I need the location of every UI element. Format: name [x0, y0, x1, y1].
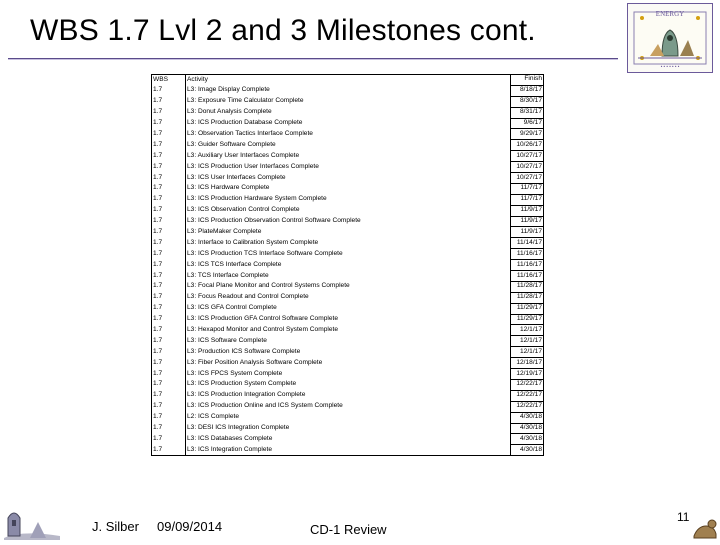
- cell-finish: 12/19/17: [511, 369, 544, 380]
- cell-wbs: 1.7: [152, 238, 186, 249]
- cell-activity: L3: TCS Interface Complete: [186, 271, 511, 282]
- cell-wbs: 1.7: [152, 249, 186, 260]
- cell-activity: L3: ICS Production Integration Complete: [186, 390, 511, 401]
- table-row: [152, 85, 544, 96]
- cell-wbs: 1.7: [152, 347, 186, 358]
- cell-finish: 11/28/17: [511, 281, 544, 292]
- cell-activity: L3: ICS GFA Control Complete: [186, 303, 511, 314]
- cell-wbs: 1.7: [152, 140, 186, 151]
- cell-finish: 11/7/17: [511, 183, 544, 194]
- table-row: [152, 118, 544, 129]
- cell-activity: L3: PlateMaker Complete: [186, 227, 511, 238]
- cell-activity: L3: ICS Production User Interfaces Complete: [186, 162, 511, 173]
- cell-wbs: 1.7: [152, 216, 186, 227]
- footer-author: J. Silber: [92, 519, 139, 534]
- cell-activity: L3: Hexapod Monitor and Control System Complete: [186, 325, 511, 336]
- cell-activity: L3: DESI ICS Integration Complete: [186, 423, 511, 434]
- cell-finish: 8/30/17: [511, 96, 544, 107]
- cell-finish: 10/27/17: [511, 162, 544, 173]
- table-row: [152, 260, 544, 271]
- table-row: [152, 445, 544, 456]
- cell-activity: L3: Auxiliary User Interfaces Complete: [186, 151, 511, 162]
- table-row: [152, 238, 544, 249]
- cell-wbs: 1.7: [152, 434, 186, 445]
- table-row: [152, 140, 544, 151]
- logo-text: ENERGY: [655, 10, 685, 18]
- slide-title: WBS 1.7 Lvl 2 and 3 Milestones cont.: [30, 14, 536, 47]
- cell-activity: L3: ICS Production Online and ICS System Complete: [186, 401, 511, 412]
- footer-review: CD-1 Review: [310, 522, 387, 537]
- cell-activity: L3: ICS TCS Interface Complete: [186, 260, 511, 271]
- table-row: [152, 271, 544, 282]
- table-row: [152, 162, 544, 173]
- table-row: [152, 281, 544, 292]
- title-divider: [8, 58, 618, 59]
- cell-finish: 11/7/17: [511, 194, 544, 205]
- dog-decoration-icon: [690, 514, 720, 540]
- table-row: [152, 379, 544, 390]
- cell-finish: 10/27/17: [511, 173, 544, 184]
- table-row: [152, 183, 544, 194]
- cell-activity: L3: Interface to Calibration System Complete: [186, 238, 511, 249]
- table-row: [152, 96, 544, 107]
- cell-finish: 11/9/17: [511, 216, 544, 227]
- cell-finish: 12/1/17: [511, 336, 544, 347]
- cell-wbs: 1.7: [152, 271, 186, 282]
- table-row: [152, 303, 544, 314]
- cell-finish: 11/14/17: [511, 238, 544, 249]
- cell-activity: L3: Fiber Position Analysis Software Complete: [186, 358, 511, 369]
- cell-finish: 11/16/17: [511, 249, 544, 260]
- cell-activity: L3: Exposure Time Calculator Complete: [186, 96, 511, 107]
- table-row: [152, 216, 544, 227]
- cell-activity: L3: ICS FPCS System Complete: [186, 369, 511, 380]
- header-activity: Activity: [186, 75, 511, 86]
- table-row: [152, 151, 544, 162]
- cell-wbs: 1.7: [152, 183, 186, 194]
- cell-wbs: 1.7: [152, 118, 186, 129]
- cell-wbs: 1.7: [152, 292, 186, 303]
- cell-finish: 11/28/17: [511, 292, 544, 303]
- cell-wbs: 1.7: [152, 412, 186, 423]
- cell-wbs: 1.7: [152, 423, 186, 434]
- svg-text:• • • • • • •: • • • • • • •: [660, 64, 680, 69]
- table-row: [152, 401, 544, 412]
- cell-finish: 11/29/17: [511, 303, 544, 314]
- cell-wbs: 1.7: [152, 173, 186, 184]
- cell-finish: 12/18/17: [511, 358, 544, 369]
- table-row: [152, 423, 544, 434]
- cell-finish: 12/1/17: [511, 325, 544, 336]
- cell-wbs: 1.7: [152, 205, 186, 216]
- table-row: [152, 314, 544, 325]
- milestones-table: [151, 74, 544, 456]
- cell-activity: L3: Production ICS Software Complete: [186, 347, 511, 358]
- table-row: [152, 412, 544, 423]
- cell-finish: 12/22/17: [511, 401, 544, 412]
- cell-activity: L3: ICS User Interfaces Complete: [186, 173, 511, 184]
- header-wbs: WBS: [152, 75, 186, 86]
- cell-activity: L3: Donut Analysis Complete: [186, 107, 511, 118]
- cell-wbs: 1.7: [152, 379, 186, 390]
- cell-wbs: 1.7: [152, 314, 186, 325]
- cell-activity: L3: Observation Tactics Interface Complete: [186, 129, 511, 140]
- cell-wbs: 1.7: [152, 336, 186, 347]
- cell-wbs: 1.7: [152, 445, 186, 456]
- cell-activity: L3: Focal Plane Monitor and Control Systems Complete: [186, 281, 511, 292]
- cell-wbs: 1.7: [152, 358, 186, 369]
- cell-activity: L3: ICS Observation Control Complete: [186, 205, 511, 216]
- cell-activity: L3: Focus Readout and Control Complete: [186, 292, 511, 303]
- cell-wbs: 1.7: [152, 107, 186, 118]
- cell-activity: L3: ICS Production System Complete: [186, 379, 511, 390]
- cell-activity: L3: ICS Hardware Complete: [186, 183, 511, 194]
- cell-activity: L3: ICS Production GFA Control Software Complete: [186, 314, 511, 325]
- cell-wbs: 1.7: [152, 390, 186, 401]
- table-row: [152, 227, 544, 238]
- cell-wbs: 1.7: [152, 401, 186, 412]
- cell-wbs: 1.7: [152, 96, 186, 107]
- cell-finish: 9/29/17: [511, 129, 544, 140]
- table-row: [152, 107, 544, 118]
- table-row: [152, 336, 544, 347]
- energy-logo-icon: [627, 3, 713, 73]
- header-finish: Finish: [511, 75, 544, 86]
- table-row: [152, 369, 544, 380]
- cell-activity: L3: Guider Software Complete: [186, 140, 511, 151]
- cell-finish: 12/22/17: [511, 379, 544, 390]
- cell-finish: 12/1/17: [511, 347, 544, 358]
- cell-activity: L3: ICS Integration Complete: [186, 445, 511, 456]
- page-number: 11: [677, 510, 690, 524]
- cell-activity: L3: ICS Databases Complete: [186, 434, 511, 445]
- table-row: [152, 347, 544, 358]
- cell-wbs: 1.7: [152, 303, 186, 314]
- cell-wbs: 1.7: [152, 129, 186, 140]
- cell-activity: L3: Image Display Complete: [186, 85, 511, 96]
- cell-finish: 4/30/18: [511, 423, 544, 434]
- cell-finish: 11/16/17: [511, 271, 544, 282]
- cell-wbs: 1.7: [152, 151, 186, 162]
- cell-activity: L3: ICS Software Complete: [186, 336, 511, 347]
- observatory-decoration-icon: [2, 500, 62, 540]
- cell-finish: 12/22/17: [511, 390, 544, 401]
- cell-finish: 9/6/17: [511, 118, 544, 129]
- table-row: [152, 325, 544, 336]
- cell-activity: L3: ICS Production TCS Interface Software Complete: [186, 249, 511, 260]
- cell-finish: 11/16/17: [511, 260, 544, 271]
- cell-wbs: 1.7: [152, 325, 186, 336]
- cell-finish: 11/29/17: [511, 314, 544, 325]
- cell-activity: L2: ICS Complete: [186, 412, 511, 423]
- table-row: [152, 390, 544, 401]
- cell-wbs: 1.7: [152, 281, 186, 292]
- cell-finish: 4/30/18: [511, 434, 544, 445]
- cell-finish: 10/27/17: [511, 151, 544, 162]
- cell-wbs: 1.7: [152, 85, 186, 96]
- cell-activity: L3: ICS Production Database Complete: [186, 118, 511, 129]
- cell-wbs: 1.7: [152, 260, 186, 271]
- table-header-row: [152, 75, 544, 86]
- cell-wbs: 1.7: [152, 227, 186, 238]
- cell-finish: 11/9/17: [511, 227, 544, 238]
- table-row: [152, 434, 544, 445]
- cell-wbs: 1.7: [152, 369, 186, 380]
- cell-wbs: 1.7: [152, 162, 186, 173]
- table-row: [152, 173, 544, 184]
- cell-finish: 11/9/17: [511, 205, 544, 216]
- cell-finish: 8/18/17: [511, 85, 544, 96]
- milestones-table-body: [152, 85, 544, 455]
- cell-finish: 10/26/17: [511, 140, 544, 151]
- table-row: [152, 194, 544, 205]
- footer-date: 09/09/2014: [157, 519, 223, 534]
- cell-finish: 4/30/18: [511, 445, 544, 456]
- table-row: [152, 249, 544, 260]
- cell-activity: L3: ICS Production Hardware System Complete: [186, 194, 511, 205]
- table-row: [152, 205, 544, 216]
- table-row: [152, 358, 544, 369]
- cell-finish: 8/31/17: [511, 107, 544, 118]
- cell-wbs: 1.7: [152, 194, 186, 205]
- cell-activity: L3: ICS Production Observation Control Software Complete: [186, 216, 511, 227]
- table-row: [152, 292, 544, 303]
- table-row: [152, 129, 544, 140]
- cell-finish: 4/30/18: [511, 412, 544, 423]
